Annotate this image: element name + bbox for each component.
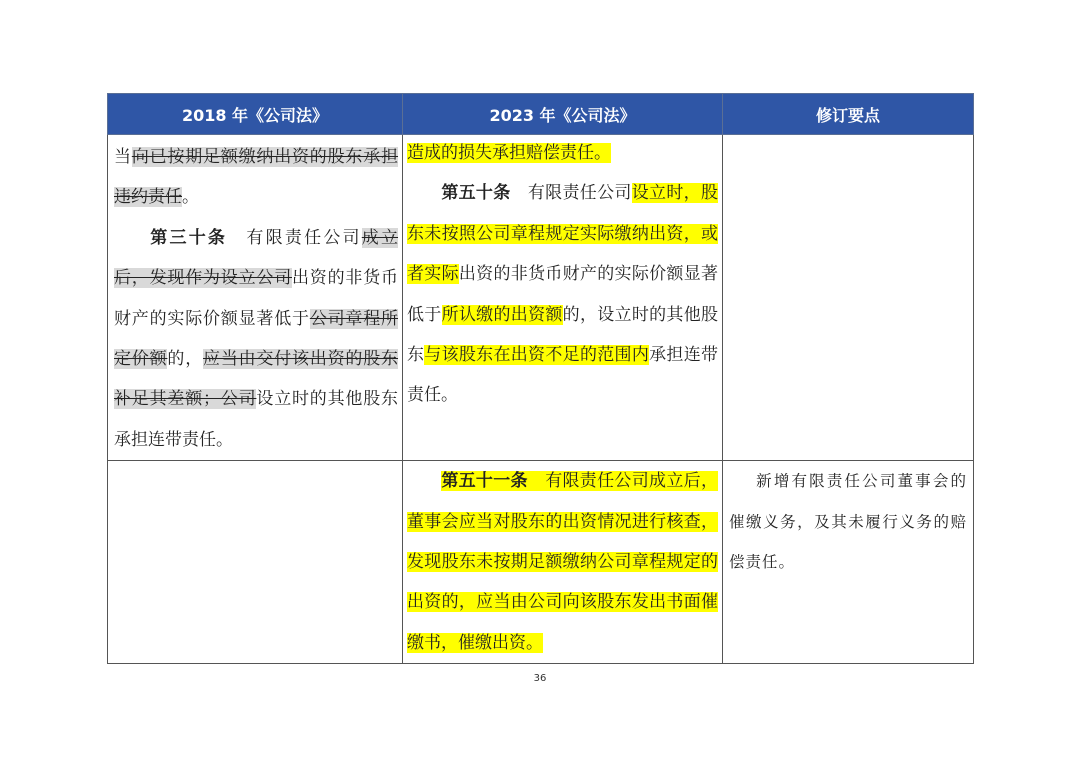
old-text-segment: 有限责任公司 [246,227,362,248]
cell-revision-note [723,135,974,461]
new-law-text [403,133,722,416]
new-text-segment: 承担连带责任。 [407,345,719,406]
cell-2018-text [108,135,403,461]
spacer [528,471,545,491]
article-51-body: 有限责任公司成立后，董事会应当对股东的出资情况进行核查，发现股东未按期足额缴纳公司章程规定的出资的，应当由公司向该股东发出书面催缴书，催缴出资。 [407,471,718,653]
cell-2018-text [108,461,403,664]
highlighted-text: 与该股东在出资不足的范围内 [424,345,650,366]
article-title-30: 第三十条 [148,227,228,248]
cell-revision-note [723,461,974,664]
spacer [511,183,528,203]
header-2023-law: 2023 年《公司法》 [403,94,723,135]
deleted-text: 应当由交付该出资的股东补足其差额；公司 [114,349,399,410]
header-2018-law: 2018 年《公司法》 [108,94,403,135]
law-comparison-table [107,93,974,664]
revision-note-text: 新增有限责任公司董事会的催缴义务，及其未履行义务的赔偿责任。 [729,472,967,572]
highlighted-text [407,471,718,653]
old-text-segment: 设立时的其他股东承担连带责任。 [114,389,399,450]
page-number: 36 [533,673,547,684]
header-revision-points: 修订要点 [723,94,974,135]
highlighted-text: 所认缴的出资额 [441,304,563,325]
cell-2023-text [403,461,723,664]
new-text-segment: 出资的非货币财产的实际价额显著低于 [407,264,719,325]
spacer [227,228,246,248]
old-text-segment: 。 [182,187,199,208]
deleted-text: 向已按期足额缴纳出资的股东承担违约责任 [114,147,399,208]
old-law-text [108,461,402,463]
old-law-text [108,135,402,460]
old-text-segment: 当 [114,147,132,167]
article-title-50: 第五十条 [441,183,511,204]
new-text-segment: 有限责任公司 [527,183,632,204]
highlighted-text: 造成的损失承担赔偿责任。 [407,143,611,163]
highlighted-text: 设立时，股东未按照公司章程规定实际缴纳出资，或者实际 [407,183,718,285]
cell-2023-text [403,135,723,461]
table-row [108,135,974,461]
deleted-text: 成立后，发现作为设立公司 [114,227,399,289]
new-law-text [403,461,722,663]
deleted-text: 公司章程所定价额 [114,308,399,370]
new-text-segment: 的，设立时的其他股东 [407,304,719,366]
table-row [108,461,974,664]
old-text-segment: 出资的非货币财产的实际价额显著低于 [114,268,398,329]
revision-note [723,461,973,582]
table-header-row [108,94,974,135]
article-title-51: 第五十一条 [441,471,528,492]
old-text-segment: 的， [167,349,204,370]
